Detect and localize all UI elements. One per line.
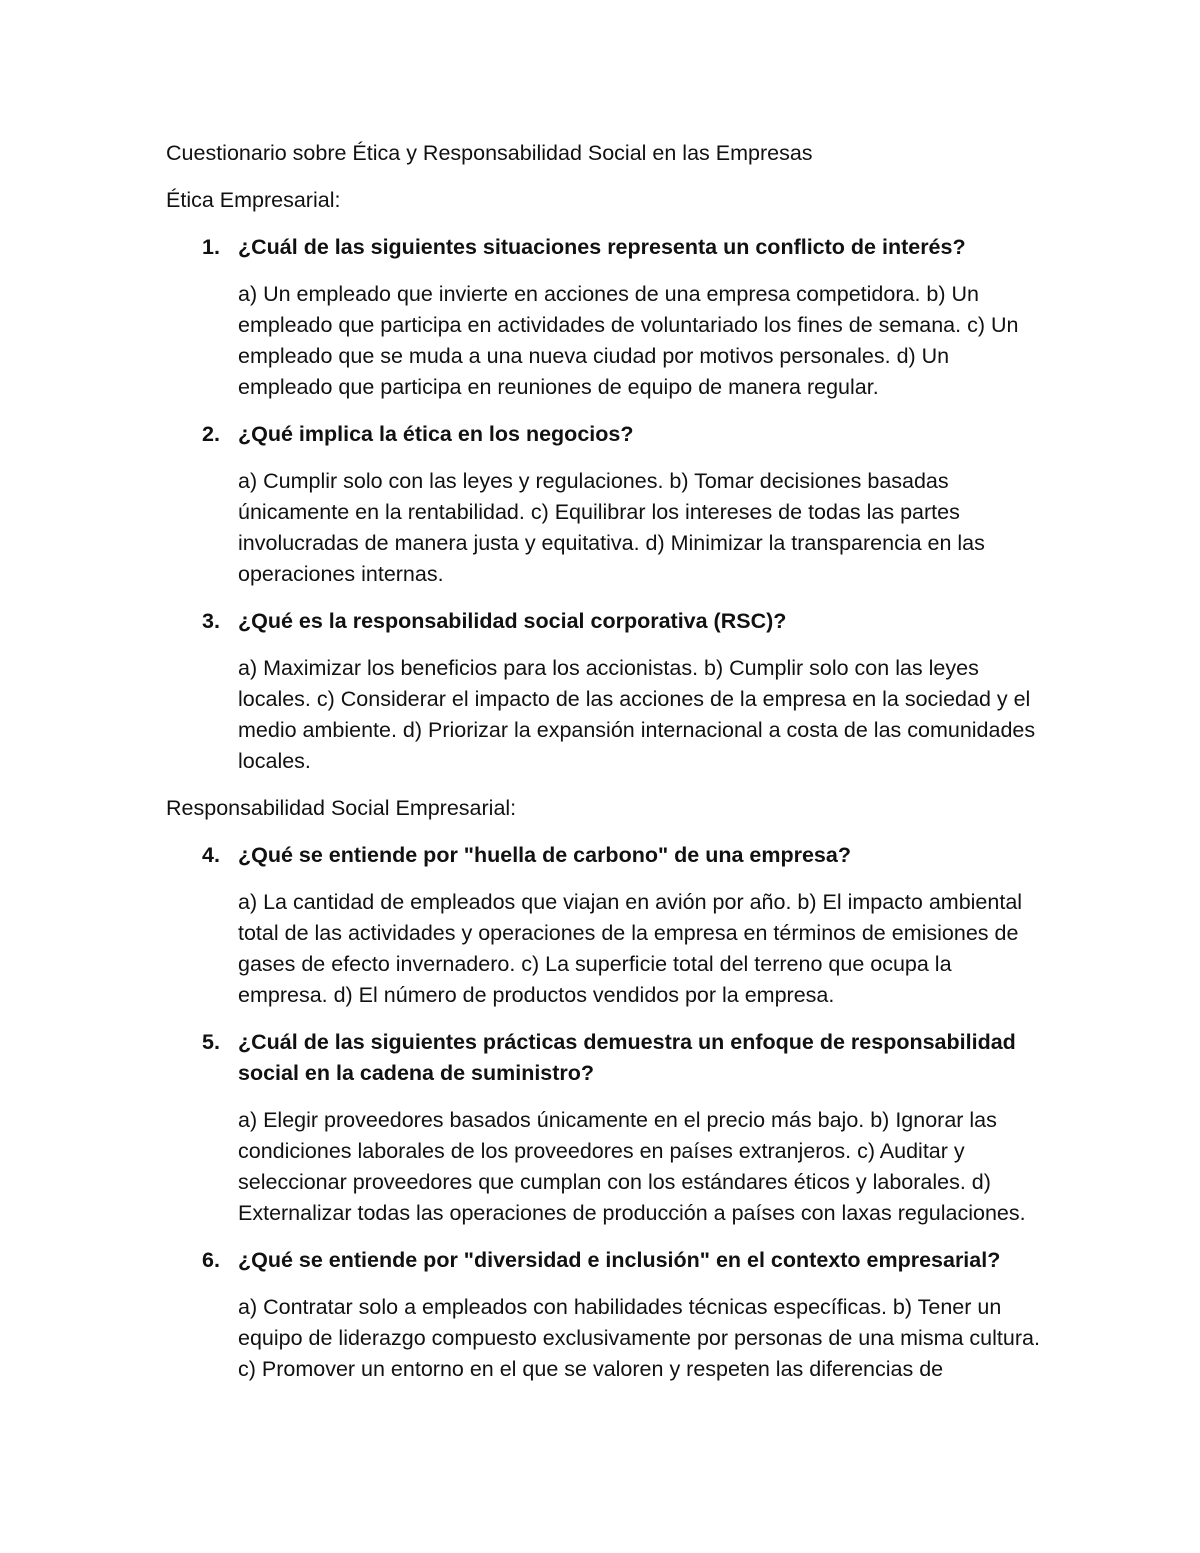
- section-responsabilidad-social: [166, 793, 1046, 1385]
- question-item: [166, 606, 1046, 777]
- document-title: Cuestionario sobre Ética y Responsabilidad Social en las Empresas: [166, 141, 813, 165]
- document-page: [166, 138, 1046, 1401]
- question-text: ¿Qué es la responsabilidad social corporativa (RSC)?: [238, 609, 787, 633]
- question-number: 1.: [202, 235, 220, 259]
- question-item: [166, 1245, 1046, 1385]
- question-number: 6.: [202, 1248, 220, 1272]
- question-options: a) Elegir proveedores basados únicamente en el precio más bajo. b) Ignorar las condiciones laborales de los proveedores en países extranjeros. c) Auditar y seleccionar proveedores que cumplan con los estándares éticos y laborales. d) Externalizar todas las operaciones de producción a países con laxas regulaciones.: [238, 1108, 1026, 1225]
- question-number: 2.: [202, 422, 220, 446]
- question-text: ¿Qué se entiende por "diversidad e inclusión" en el contexto empresarial?: [238, 1248, 1001, 1272]
- section-etica-empresarial: [166, 185, 1046, 777]
- section-heading: Ética Empresarial:: [166, 188, 341, 212]
- question-text: ¿Qué implica la ética en los negocios?: [238, 422, 634, 446]
- question-options: a) Maximizar los beneficios para los accionistas. b) Cumplir solo con las leyes locales. c) Considerar el impacto de las acciones de la empresa en la sociedad y el medio ambiente. d) Priorizar la expansión internacional a costa de las comunidades locales.: [238, 656, 1036, 773]
- section-heading: Responsabilidad Social Empresarial:: [166, 796, 517, 820]
- question-options: a) Un empleado que invierte en acciones de una empresa competidora. b) Un empleado que participa en actividades de voluntariado los fines de semana. c) Un empleado que se muda a una nueva ciudad por motivos personales. d) Un empleado que participa en reuniones de equipo de manera regular.: [238, 282, 1019, 399]
- question-item: [166, 232, 1046, 403]
- question-number: 5.: [202, 1030, 220, 1054]
- question-list: [166, 232, 1046, 777]
- question-options: a) Cumplir solo con las leyes y regulaciones. b) Tomar decisiones basadas únicamente en la rentabilidad. c) Equilibrar los intereses de todas las partes involucradas de manera justa y equitativa. d) Minimizar la transparencia en las operaciones internas.: [238, 469, 985, 586]
- question-number: 3.: [202, 609, 220, 633]
- question-list: [166, 840, 1046, 1385]
- question-text: ¿Cuál de las siguientes prácticas demuestra un enfoque de responsabilidad social en la cadena de suministro?: [238, 1030, 1016, 1085]
- question-options: a) La cantidad de empleados que viajan en avión por año. b) El impacto ambiental total de las actividades y operaciones de la empresa en términos de emisiones de gases de efecto invernadero. c) La superficie total del terreno que ocupa la empresa. d) El número de productos vendidos por la empresa.: [238, 890, 1023, 1007]
- question-text: ¿Qué se entiende por "huella de carbono" de una empresa?: [238, 843, 851, 867]
- question-item: [166, 1027, 1046, 1229]
- question-number: 4.: [202, 843, 220, 867]
- question-item: [166, 419, 1046, 590]
- question-item: [166, 840, 1046, 1011]
- question-options: a) Contratar solo a empleados con habilidades técnicas específicas. b) Tener un equipo de liderazgo compuesto exclusivamente por personas de una misma cultura. c) Promover un entorno en el que se valoren y respeten las diferencias de: [238, 1295, 1040, 1381]
- question-text: ¿Cuál de las siguientes situaciones representa un conflicto de interés?: [238, 235, 966, 259]
